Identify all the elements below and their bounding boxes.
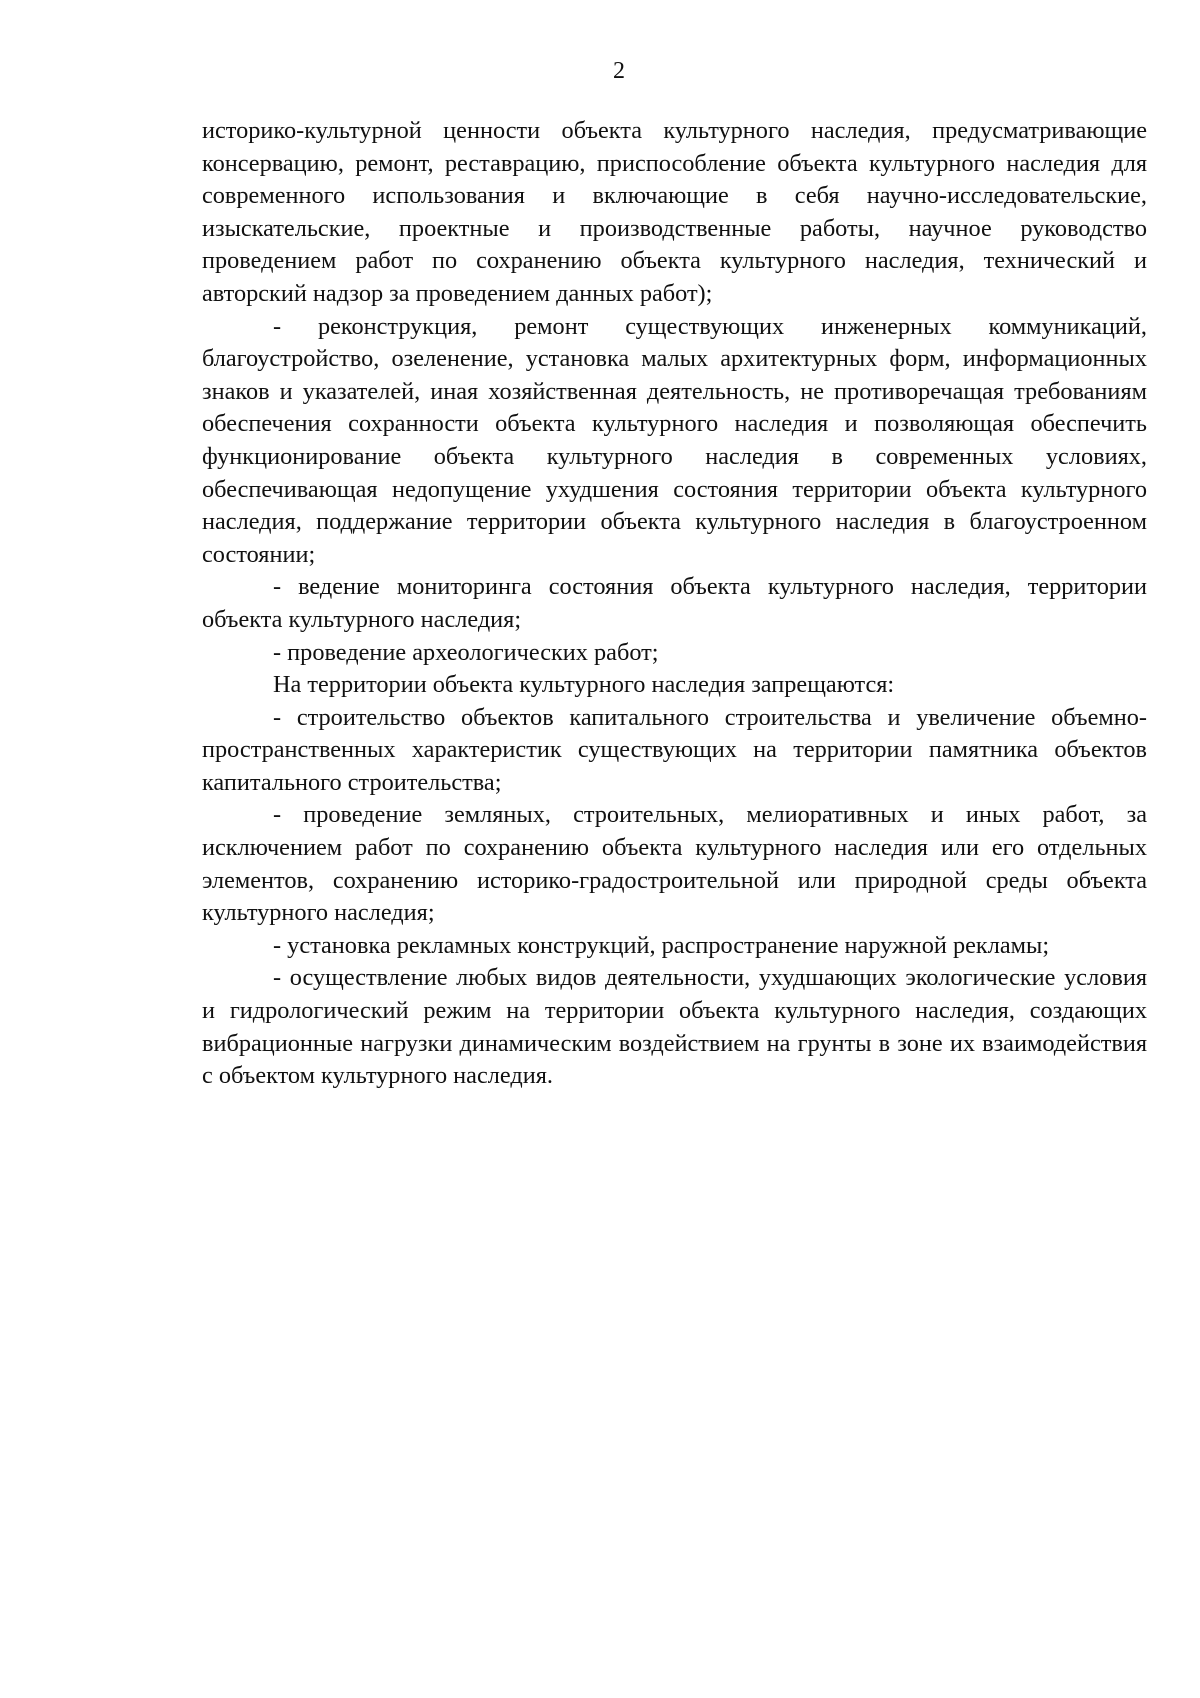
paragraph-section-intro: На территории объекта культурного наследия запрещаются: bbox=[273, 671, 895, 699]
paragraph-list-item: - строительство объектов капитального строительства и увеличение объемно-пространственных характеристик существующих на территории памятника объектов капитального строительства; bbox=[202, 703, 1147, 796]
paragraph-list-item: - ведение мониторинга состояния объекта культурного наследия, территории объекта культурного наследия; bbox=[202, 573, 1147, 633]
page-number: 2 bbox=[613, 58, 625, 84]
document-body bbox=[202, 115, 1147, 1093]
paragraph-list-item: - установка рекламных конструкций, распространение наружной рекламы; bbox=[273, 931, 1050, 959]
paragraph-list-item: - реконструкция, ремонт существующих инженерных коммуникаций, благоустройство, озеленение, установка малых архитектурных форм, информационных знаков и указателей, иная хозяйственная деятельность, не противоречащая требованиям обеспечения сохранности объекта культурного наследия и позволяющая обеспечить функционирование объекта культурного наследия в современных условиях, обеспечивающая недопущение ухудшения состояния территории объекта культурного наследия, поддержание территории объекта культурного наследия в благоустроенном состоянии; bbox=[202, 312, 1147, 568]
paragraph-list-item: - осуществление любых видов деятельности, ухудшающих экологические условия и гидрологический режим на территории объекта культурного наследия, создающих вибрационные нагрузки динамическим воздействием на грунты в зоне их взаимодействия с объектом культурного наследия. bbox=[202, 964, 1147, 1090]
paragraph-list-item: - проведение земляных, строительных, мелиоративных и иных работ, за исключением работ по сохранению объекта культурного наследия или его отдельных элементов, сохранению историко-градостроительной или природной среды объекта культурного наследия; bbox=[202, 801, 1147, 927]
paragraph-continuation: историко-культурной ценности объекта культурного наследия, предусматривающие консервацию, ремонт, реставрацию, приспособление объекта культурного наследия для современного использования и включающие в себя научно-исследовательские, изыскательские, проектные и производственные работы, научное руководство проведением работ по сохранению объекта культурного наследия, технический и авторский надзор за проведением данных работ); bbox=[202, 117, 1147, 307]
paragraph-list-item: - проведение археологических работ; bbox=[273, 638, 659, 666]
